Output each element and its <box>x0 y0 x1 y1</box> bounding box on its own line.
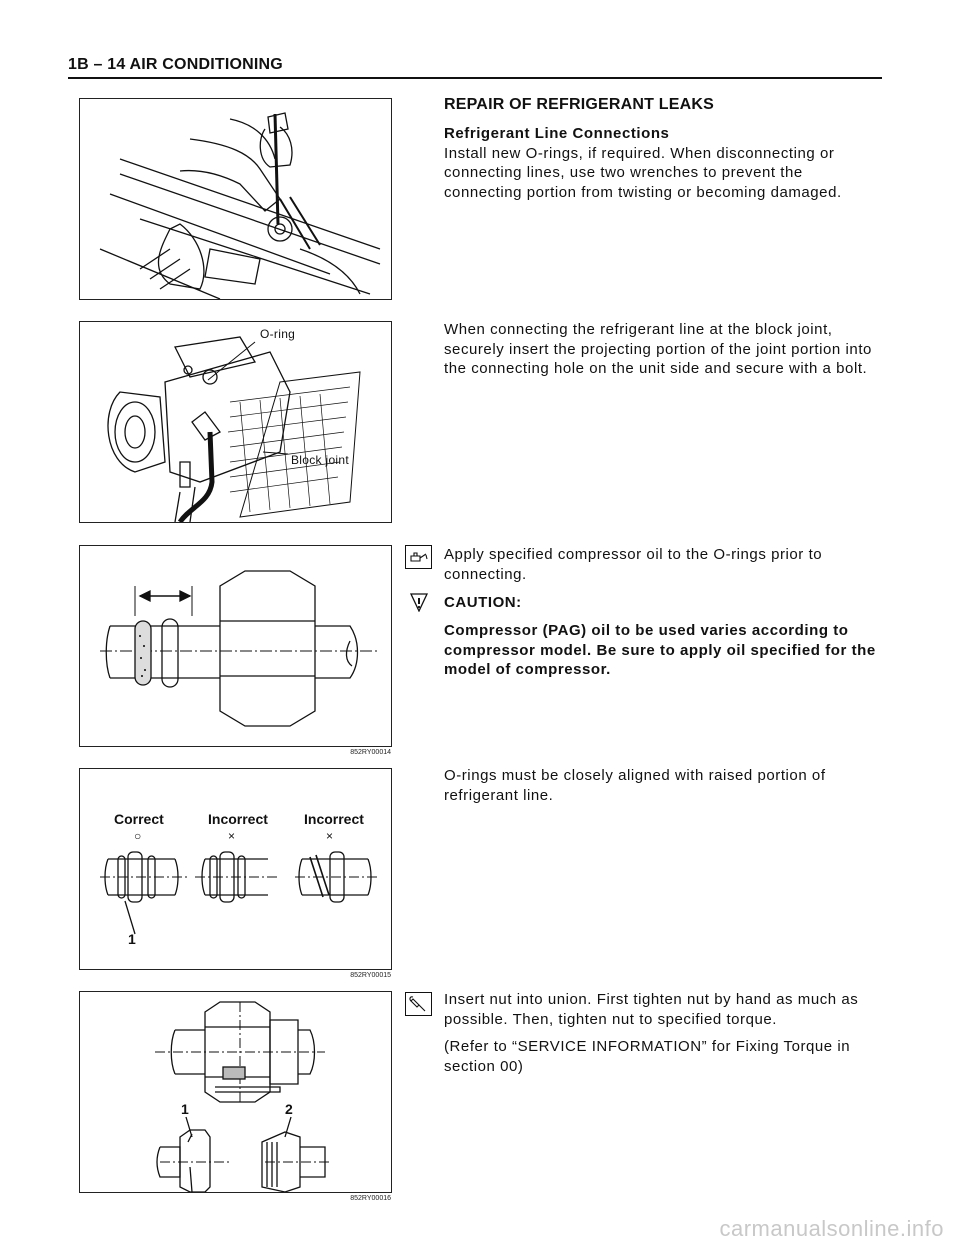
text-block-5 <box>444 990 884 1076</box>
figure-block-joint <box>79 321 392 523</box>
union-nut-illustration <box>80 992 391 1192</box>
text-block-1 <box>444 124 884 202</box>
wrenches-illustration <box>80 99 391 299</box>
figure-oring-oil <box>79 545 392 756</box>
paragraph-insert-nut: Insert nut into union. First tighten nut by hand as much as possible. Then, tighten nut to specified torque. <box>444 991 859 1028</box>
mark-incorrect-2: × <box>326 829 334 843</box>
label-block-joint: Block joint <box>291 453 349 467</box>
section-title: REPAIR OF REFRIGERANT LEAKS <box>444 96 715 113</box>
figure-oring-alignment <box>79 768 392 979</box>
page-header: 1B – 14 AIR CONDITIONING <box>68 56 283 73</box>
paragraph-apply-oil: Apply specified compressor oil to the O-rings prior to connecting. <box>444 546 823 583</box>
figure-wrenches <box>79 98 392 300</box>
alignment-illustration <box>80 769 391 969</box>
callout-1: 1 <box>128 931 136 947</box>
caution-title: CAUTION: <box>444 594 522 611</box>
paragraph-install-orings: Install new O-rings, if required. When disconnecting or connecting lines, use two wrenches to prevent the connecting portion from twisting or becoming damaged. <box>444 144 842 201</box>
label-correct: Correct <box>114 811 164 827</box>
text-block-4 <box>444 766 884 805</box>
oring-oil-illustration <box>80 546 391 746</box>
callout-1-union: 1 <box>181 1101 189 1117</box>
callout-2-union: 2 <box>285 1101 293 1117</box>
incorrect-diagram-1 <box>195 852 280 902</box>
torque-wrench-icon <box>405 992 432 1016</box>
subsection-title: Refrigerant Line Connections <box>444 125 670 142</box>
figure-union-nut <box>79 991 392 1202</box>
mark-correct: ○ <box>134 829 142 843</box>
paragraph-align-orings: O-rings must be closely aligned with raised portion of refrigerant line. <box>444 767 826 804</box>
figure-code-4: 852RY00015 <box>350 972 391 979</box>
mark-incorrect-1: × <box>228 829 236 843</box>
correct-diagram <box>100 852 190 934</box>
label-incorrect-2: Incorrect <box>304 811 364 827</box>
caution-icon <box>409 592 429 612</box>
watermark: carmanualsonline.info <box>719 1216 944 1241</box>
caution-text: Compressor (PAG) oil to be used varies according to compressor model. Be sure to apply oil specified for the model of compressor. <box>444 622 876 678</box>
incorrect-diagram-2 <box>295 852 380 902</box>
oil-can-icon <box>405 545 432 569</box>
label-oring: O-ring <box>260 327 296 341</box>
figure-code-5: 852RY00016 <box>350 1195 391 1202</box>
block-joint-illustration <box>80 322 391 522</box>
text-block-2 <box>444 320 884 379</box>
label-incorrect-1: Incorrect <box>208 811 268 827</box>
paragraph-refer-torque: (Refer to “SERVICE INFORMATION” for Fixing Torque in section 00) <box>444 1038 851 1075</box>
text-block-3 <box>444 545 884 584</box>
paragraph-block-joint: When connecting the refrigerant line at the block joint, securely insert the projecting portion of the joint portion into the connecting hole on the unit side and secure with a bolt. <box>444 321 872 377</box>
header-rule <box>68 77 882 79</box>
figure-code-3: 852RY00014 <box>350 749 391 756</box>
